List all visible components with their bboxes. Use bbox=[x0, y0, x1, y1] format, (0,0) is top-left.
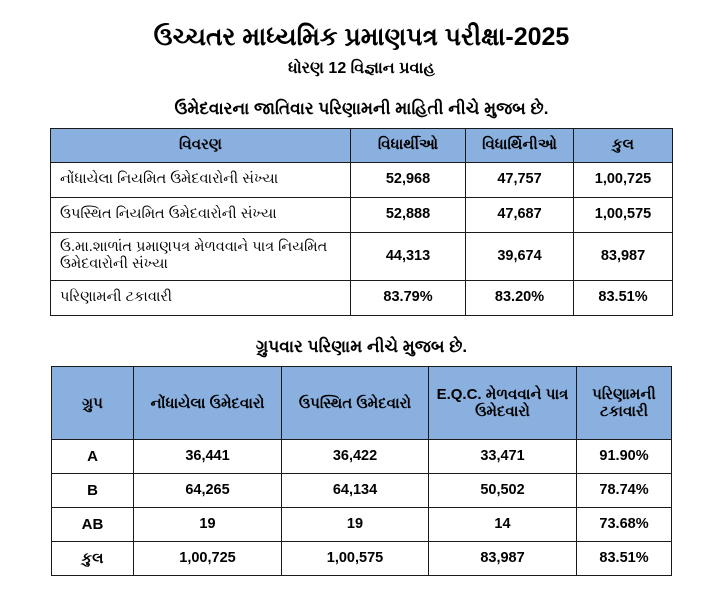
table-row bbox=[52, 440, 672, 474]
row-label: ઉપસ્થિત નિયમિત ઉમેદવારોની સંખ્યા bbox=[51, 197, 351, 232]
column-header-description: વિવરણ bbox=[51, 128, 351, 162]
table-row bbox=[52, 508, 672, 542]
cell-percent: 83.51% bbox=[577, 542, 672, 576]
caste-section-heading: ઉમેદવારના જાતિવાર પરિણામની માહિતી નીચે મુજબ છે. bbox=[174, 99, 549, 119]
cell-present: 36,422 bbox=[282, 440, 429, 474]
cell-group: B bbox=[52, 474, 134, 508]
cell-group: A bbox=[52, 440, 134, 474]
cell-total: 83,987 bbox=[574, 232, 673, 280]
cell-girls: 47,687 bbox=[466, 197, 574, 232]
column-header-boys: વિધાર્થીઓ bbox=[351, 128, 466, 162]
cell-percent: 78.74% bbox=[577, 474, 672, 508]
group-section-heading: ગ્રુપવાર પરિણામ નીચે મુજબ છે. bbox=[255, 336, 468, 356]
cell-boys: 83.79% bbox=[351, 280, 466, 315]
column-header-registered: નોંધાયેલા ઉમેદવારો bbox=[134, 367, 282, 440]
cell-registered: 1,00,725 bbox=[134, 542, 282, 576]
row-label: ઉ.મા.શાળાંત પ્રમાણપત્ર મેળવવાને પાત્ર નિયમિત ઉમેદવારોની સંખ્યા bbox=[51, 232, 351, 280]
table-row bbox=[52, 474, 672, 508]
caste-result-table bbox=[50, 128, 673, 316]
row-label: નોંધાયેલા નિયમિત ઉમેદવારોની સંખ્યા bbox=[51, 162, 351, 197]
cell-eligible: 33,471 bbox=[429, 440, 577, 474]
cell-boys: 52,968 bbox=[351, 162, 466, 197]
table-row bbox=[52, 542, 672, 576]
table-row bbox=[51, 232, 673, 280]
cell-eligible: 83,987 bbox=[429, 542, 577, 576]
cell-total: 1,00,575 bbox=[574, 197, 673, 232]
cell-boys: 52,888 bbox=[351, 197, 466, 232]
cell-present: 19 bbox=[282, 508, 429, 542]
cell-total: 83.51% bbox=[574, 280, 673, 315]
column-header-total: કુલ bbox=[574, 128, 673, 162]
cell-percent: 91.90% bbox=[577, 440, 672, 474]
cell-registered: 19 bbox=[134, 508, 282, 542]
cell-girls: 83.20% bbox=[466, 280, 574, 315]
table-row bbox=[51, 280, 673, 315]
cell-group: AB bbox=[52, 508, 134, 542]
page-title: ઉચ્ચતર માધ્યમિક પ્રમાણપત્ર પરીક્ષા-2025 bbox=[153, 23, 570, 51]
table-header-row bbox=[52, 367, 672, 440]
cell-percent: 73.68% bbox=[577, 508, 672, 542]
column-header-present: ઉપસ્થિત ઉમેદવારો bbox=[282, 367, 429, 440]
column-header-eligible: E.Q.C. મેળવવાને પાત્ર ઉમેદવારો bbox=[429, 367, 577, 440]
cell-girls: 39,674 bbox=[466, 232, 574, 280]
row-label: પરિણામની ટકાવારી bbox=[51, 280, 351, 315]
cell-registered: 36,441 bbox=[134, 440, 282, 474]
cell-present: 64,134 bbox=[282, 474, 429, 508]
column-header-group: ગ્રુપ bbox=[52, 367, 134, 440]
column-header-girls: વિધાર્થિનીઓ bbox=[466, 128, 574, 162]
table-row bbox=[51, 197, 673, 232]
table-header-row bbox=[51, 128, 673, 162]
cell-eligible: 50,502 bbox=[429, 474, 577, 508]
cell-present: 1,00,575 bbox=[282, 542, 429, 576]
page-subtitle: ધોરણ 12 વિજ્ઞાન પ્રવાહ bbox=[288, 59, 435, 77]
cell-boys: 44,313 bbox=[351, 232, 466, 280]
cell-group: કુલ bbox=[52, 542, 134, 576]
cell-registered: 64,265 bbox=[134, 474, 282, 508]
column-header-percent: પરિણામની ટકાવારી bbox=[577, 367, 672, 440]
cell-eligible: 14 bbox=[429, 508, 577, 542]
group-result-table bbox=[51, 366, 672, 576]
cell-total: 1,00,725 bbox=[574, 162, 673, 197]
table-row bbox=[51, 162, 673, 197]
cell-girls: 47,757 bbox=[466, 162, 574, 197]
